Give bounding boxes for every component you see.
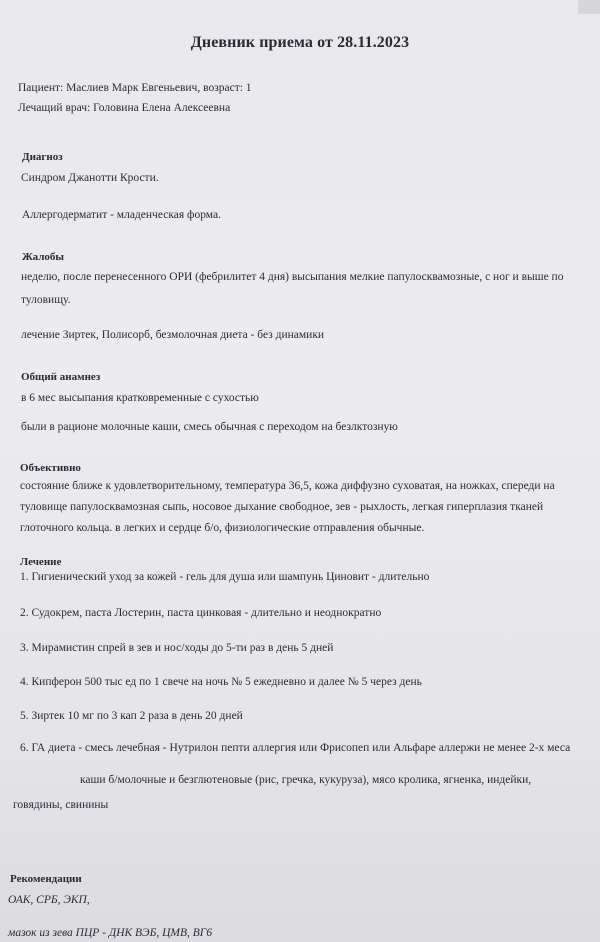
objective-line-2: туловище папулосквамозная сыпь, носовое дыхание свободное, зев - рыхлость, легкая гиперплазия тканей [20, 501, 544, 513]
complaints-line-3: лечение Зиртек, Полисорб, безмолочная диета - без динамики [21, 329, 325, 341]
treatment-item-3: 3. Мирамистин спрей в зев и нос/ходы до 5-ти раз в день 5 дней [20, 642, 334, 654]
diagnosis-heading: Диагноз [22, 151, 63, 163]
objective-heading: Объективно [20, 462, 81, 474]
page-corner [578, 0, 600, 14]
treatment-item-4: 4. Кипферон 500 тыс ед по 1 свече на ночь № 5 ежедневно и далее № 5 через день [20, 676, 422, 688]
diagnosis-line-2: Аллергодерматит - младенческая форма. [22, 209, 221, 221]
anamnesis-heading: Общий анамнез [21, 371, 101, 383]
doctor-line: Лечащий врач: Головина Елена Алексеевна [18, 102, 231, 114]
recommendations-heading: Рекомендации [10, 873, 82, 885]
anamnesis-line-2: были в рационе молочные каши, смесь обычная с переходом на безлктозную [21, 421, 398, 433]
treatment-item-2: 2. Судокрем, паста Лостерин, паста цинковая - длительно и неоднократно [20, 607, 382, 619]
anamnesis-line-1: в 6 мес высыпания кратковременные с сухостью [21, 392, 259, 404]
treatment-item-6: 6. ГА диета - смесь лечебная - Нутрилон пепти аллергия или Фрисопеп или Альфаре аллержи не менее 2-х меса [20, 742, 571, 754]
treatment-heading: Лечение [20, 556, 62, 568]
diagnosis-line-1: Синдром Джанотти Крости. [21, 172, 159, 184]
treatment-item-6-continued: каши б/молочные и безглютеновые (рис, гречка, кукуруза), мясо кролика, ягненка, индейки, [80, 774, 532, 786]
treatment-item-5: 5. Зиртек 10 мг по 3 кап 2 раза в день 20 дней [20, 710, 243, 722]
objective-line-3: глоточного кольца. в легких и сердце б/о, физиологические отправления обычные. [20, 522, 425, 534]
patient-line: Пациент: Маслиев Марк Евгеньевич, возраст: 1 [18, 82, 252, 94]
recommendations-line-1: ОАК, СРБ, ЭКП, [8, 894, 90, 906]
objective-line-1: состояние ближе к удовлетворительному, температура 36,5, кожа диффузно суховатая, на ножках, спереди на [20, 480, 555, 492]
complaints-line-2: туловищу. [21, 294, 71, 306]
complaints-heading: Жалобы [22, 251, 64, 263]
recommendations-line-2: мазок из зева ПЦР - ДНК ВЭБ, ЦМВ, ВГ6 [8, 927, 213, 939]
complaints-line-1: неделю, после перенесенного ОРИ (фебрилитет 4 дня) высыпания мелкие папулосквамозные, с ног и выше по [21, 271, 564, 283]
treatment-item-1: 1. Гигиенический уход за кожей - гель для душа или шампунь Циновит - длительно [20, 571, 430, 583]
document-title: Дневник приема от 28.11.2023 [190, 34, 410, 51]
treatment-item-6-continued-2: говядины, свинины [13, 799, 109, 811]
